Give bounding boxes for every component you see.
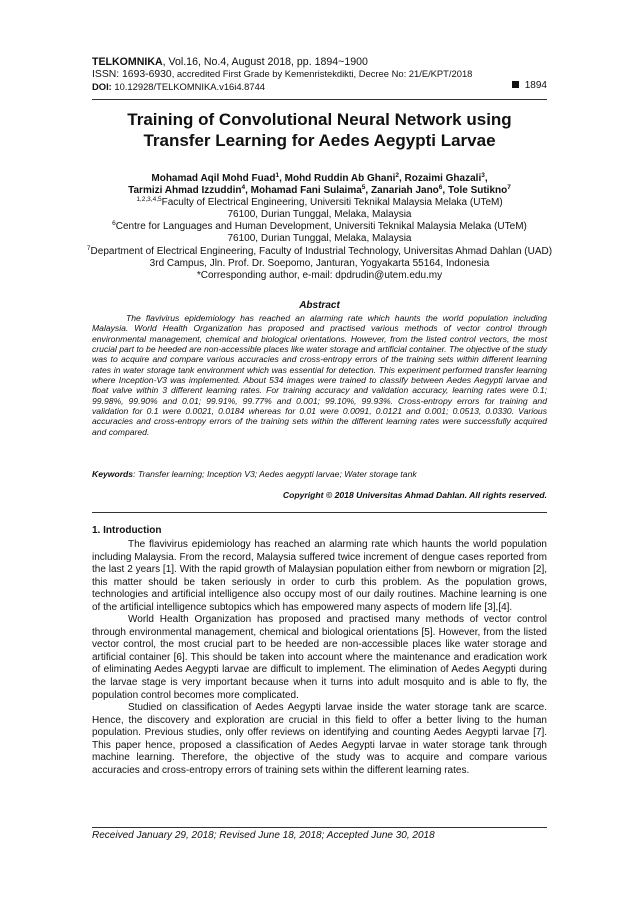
citation-text: , Vol.16, No.4, August 2018, pp. 1894~1900: [162, 56, 368, 68]
section-heading: 1. Introduction: [92, 525, 162, 536]
affiliation-text: Department of Electrical Engineering, Faculty of Industrial Technology, Universitas Ahmad Dahlan (UAD): [90, 245, 553, 257]
abstract-text: [92, 313, 547, 437]
doi-line: [92, 81, 547, 93]
affiliation-mark: 7: [86, 244, 91, 252]
affiliation-mark: 5: [361, 184, 366, 192]
author-line: Tarmizi Ahmad Izzuddin$^4$, Mohamad Fani Sulaima$^5$, Zanariah Jano$^6$, Tole Sutikno$^7$: [128, 184, 511, 197]
author-name: Rozaimi Ghazali: [404, 173, 482, 184]
affiliation-text: Faculty of Electrical Engineering, Universiti Teknikal Malaysia Melaka (UTeM): [161, 197, 503, 209]
affiliation-address: 3rd Campus, Jln. Prof. Dr. Soepomo, Janturan, Yogyakarta 55164, Indonesia: [149, 257, 490, 269]
affiliation-mark: 1: [275, 172, 280, 179]
abstract-heading: Abstract: [299, 300, 340, 311]
affiliation-mark: 1,2,3,4,5: [136, 196, 162, 204]
journal-citation: [92, 56, 547, 68]
doi-label: DOI:: [92, 81, 112, 92]
affiliation: [82, 246, 557, 258]
page-number-value: 1894: [524, 80, 547, 91]
author-line: Mohamad Aqil Mohd Fuad$^1$, Mohd Ruddin Ab Ghani$^2$, Rozaimi Ghazali$^3$,: [151, 172, 488, 184]
author-name: Mohamad Fani Sulaima: [250, 185, 362, 197]
doi-value: 10.12928/TELKOMNIKA.v16i4.8744: [111, 81, 266, 92]
title-line: Training of Convolutional Neural Network using: [127, 110, 512, 129]
affiliation-mark: 7: [507, 184, 511, 192]
keywords-text: : Transfer learning; Inception V3; Aedes aegypti larvae; Water storage tank: [133, 469, 417, 479]
issn-label: ISSN: 1693-6930: [92, 69, 172, 80]
author-name: Zanariah Jano: [370, 185, 439, 197]
paragraph: World Health Organization has proposed and practised many methods of vector control through environmental management, chemical and biological orientations [5]. However, from the listed vector control, the most crucial part to be heeded are non-accessible places like water storage and artificial container [6]. This should be taken into account where the maintenance and eradication work of eliminating Aedes Aegypti larvae are difficult to implement. The elimination of Aedes Aegypti during the larvae stage is very important because when it turns into adult mosquito and is able to fly, the population control becomes more complicated.: [92, 614, 547, 701]
affiliation-address: 76100, Durian Tunggal, Melaka, Malaysia: [227, 233, 412, 245]
page-number: [512, 80, 547, 92]
affiliation-mark: 6: [438, 184, 443, 192]
corresponding-author: *Corresponding author, e-mail: dpdrudin@utem.edu.my: [196, 269, 443, 281]
square-bullet-icon: [512, 81, 519, 88]
affiliation: [82, 197, 557, 209]
abstract-body: The flavivirus epidemiology has reached an alarming rate which haunts the world population including Malaysia. World Health Organization has proposed and practised various methods of vector control through environmental management, chemical and biological orientations. However, from the listed control vectors, the most crucial part to be heeded are non-accessible places like water storage and artificial container. The objective of the study was to acquire and compare various accuracies and cross-entropy errors of the training sets within different learning rates in water storage tank environment which was essential for detection. This experiment performed transfer learning where Inception-V3 was implemented. About 534 images were trained to classify between Aedes Aegypti larvae and float valve within 3 different learning rates. For training accuracy and validation accuracy, learning rates were 0.1; 99.98%, 99.90% and 0.01; 99.91%, 99.77% and 0.001; 99.10%, 99.93%. Cross-entropy errors for training and validation for 0.1 were 0.0021, 0.0184 whereas for 0.01 were 0.0091, 0.0121 and 0.001; 0.0513, 0.0330. Various accuracies and cross-entropy errors of the training sets within the different learning rates were successfully acquired and compared.: [92, 313, 547, 437]
running-header: [92, 56, 547, 93]
affiliation: [82, 221, 557, 233]
issn-line: [92, 68, 547, 81]
title-line: Transfer Learning for Aedes Aegypti Larvae: [143, 130, 496, 150]
header-divider: [92, 99, 547, 100]
footer-divider: [92, 827, 547, 828]
keywords: [92, 469, 547, 479]
paper-title: [92, 110, 547, 151]
affiliation-mark: 4: [241, 184, 246, 192]
copyright-notice: Copyright © 2018 Universitas Ahmad Dahlan. All rights reserved.: [282, 490, 547, 500]
author-name: Mohd Ruddin Ab Ghani: [284, 173, 396, 184]
introduction-body: [92, 539, 547, 777]
section-divider: [92, 512, 547, 513]
affiliation-text: Centre for Languages and Human Development, Universiti Teknikal Malaysia Melaka (UTeM): [115, 221, 527, 233]
keywords-label: Keywords: [92, 469, 134, 479]
issn-accreditation: , accredited First Grade by Kemenristekdikti, Decree No: 21/E/KPT/2018: [171, 68, 473, 79]
received-dates: Received January 29, 2018; Revised June 18, 2018; Accepted June 30, 2018: [92, 830, 435, 841]
author-block: [82, 173, 557, 282]
affiliation-mark: 2: [395, 172, 399, 179]
author-name: Tole Sutikno: [447, 185, 508, 197]
paragraph: Studied on classification of Aedes Aegypti larvae inside the water storage tank are scarce. Hence, the discovery and exploration are crucial in this field to offer a better living to the human population. Previous studies, only offer reviews on identifying and counting Aedes Aegypti larvae [7]. This paper hence, proposed a classification of Aedes Aegypti larvae in water storage tank through machine learning. Therefore, the objective of the study was to acquire and compare various accuracies and cross-entropy errors of training sets within the different learning rates.: [92, 702, 547, 776]
affiliation-address: 76100, Durian Tunggal, Melaka, Malaysia: [227, 209, 412, 221]
affiliation-mark: 3: [481, 172, 485, 179]
affiliation-mark: 6: [112, 220, 116, 228]
author-name: Mohamad Aqil Mohd Fuad: [151, 173, 276, 184]
journal-name: TELKOMNIKA: [92, 56, 163, 68]
author-name: Tarmizi Ahmad Izzuddin: [128, 185, 242, 197]
paragraph: The flavivirus epidemiology has reached an alarming rate which haunts the world population including Malaysia. From the record, Malaysia suffered twice increment of dengue cases reported from the last 2 years [1]. With the rapid growth of Malaysian population either from newborn or migration [2], this matter should be taken seriously in order to curb this problem. As the population grows, technologies and artificial intelligence also occupy most of our daily routines. Machine learning is one of the artificial intelligence subtopics which has empowered many aspects of modern life [3],[4].: [92, 539, 547, 613]
